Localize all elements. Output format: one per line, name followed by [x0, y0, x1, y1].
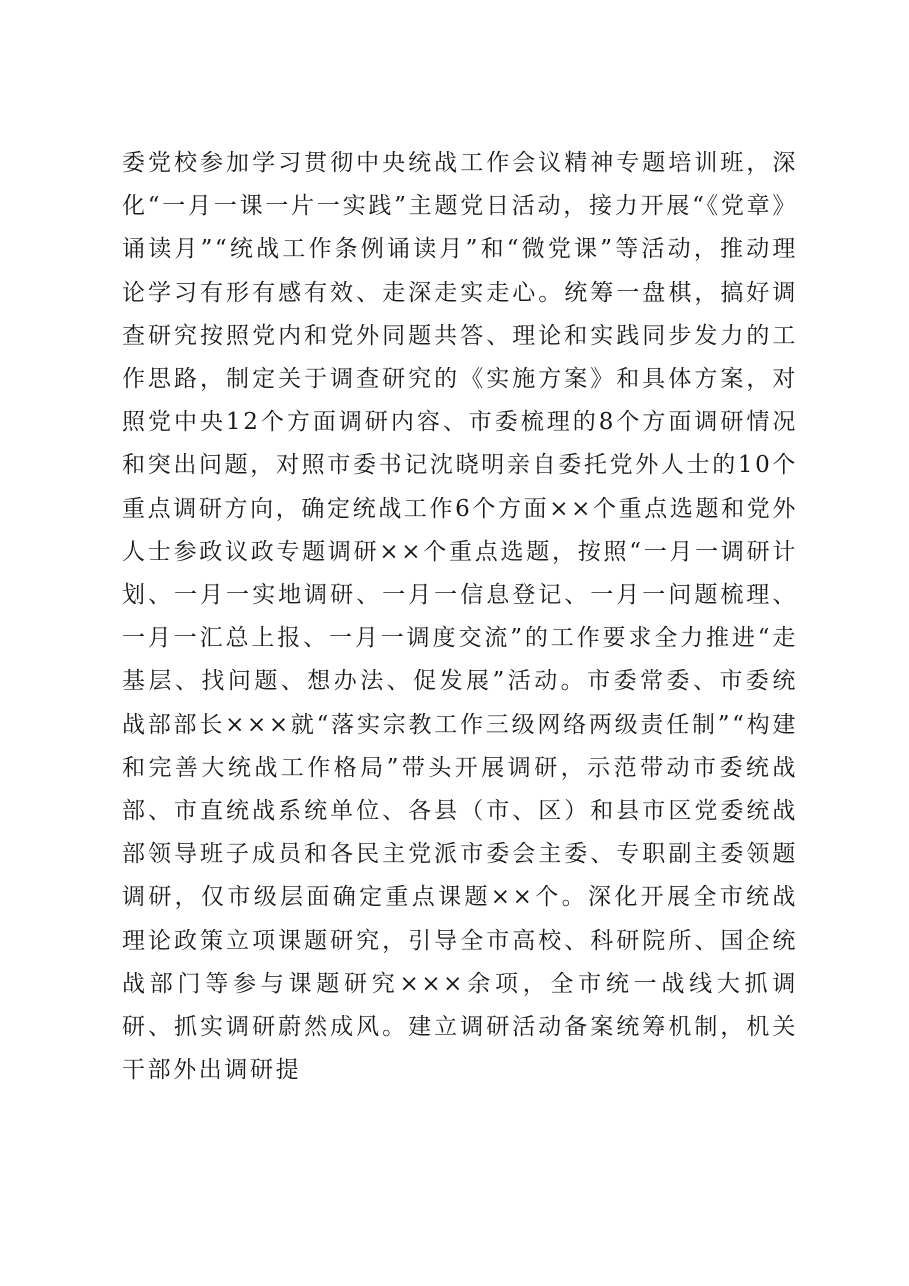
body-paragraph: 委党校参加学习贯彻中央统战工作会议精神专题培训班，深化“一月一课一片一实践”主题党日活动，接力开展“《党章》诵读月”“统战工作条例诵读月”和“微党课”等活动，推动理论学习有形有感有效、走深走实走心。统筹一盘棋，搞好调查研究按照党内和党外同题共答、理论和实践同步发力的工作思路，制定关于调查研究的《实施方案》和具体方案，对照党中央12个方面调研内容、市委梳理的8个方面调研情况和突出问题，对照市委书记沈晓明亲自委托党外人士的10个重点调研方向，确定统战工作6个方面××个重点选题和党外人士参政议政专题调研××个重点选题，按照“一月一调研计划、一月一实地调研、一月一信息登记、一月一问题梳理、一月一汇总上报、一月一调度交流”的工作要求全力推进“走基层、找问题、想办法、促发展”活动。市委常委、市委统战部部长×××就“落实宗教工作三级网络两级责任制”“构建和完善大统战工作格局”带头开展调研，示范带动市委统战部、市直统战系统单位、各县（市、区）和县市区党委统战部领导班子成员和各民主党派市委会主委、专职副主委领题调研，仅市级层面确定重点课题××个。深化开展全市统战理论政策立项课题研究，引导全市高校、科研院所、国企统战部门等参与课题研究×××余项，全市统一战线大抓调研、抓实调研蔚然成风。建立调研活动备案统筹机制，机关干部外出调研提	[122, 150, 798, 1084]
